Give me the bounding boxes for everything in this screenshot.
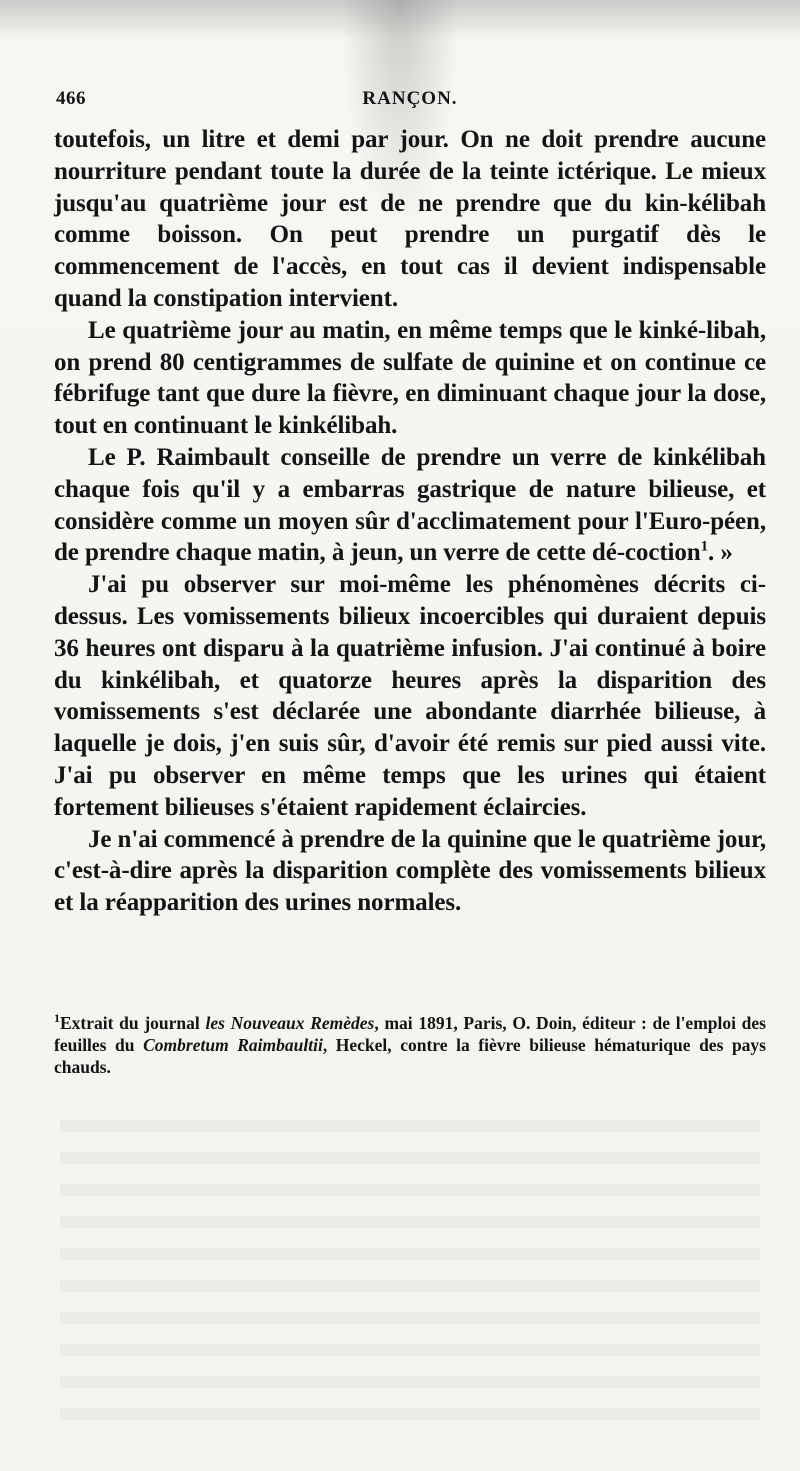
paragraph-4: J'ai pu observer sur moi-même les phénomènes décrits ci-dessus. Les vomissements bilieux incoercibles qui duraient depuis 36 heures ont disparu à la quatrième infusion. J'ai continué à boire du kinkélibah, et quatorze heures après la disparition des vomissements s'est déclarée une abondante diarrhée bilieuse, à laquelle je dois, j'en suis sûr, d'avoir été remis sur pied aussi vite. J'ai pu observer en même temps que les urines qui étaient fortement bilieuses s'étaient rapidement éclaircies. [54, 571, 766, 821]
scan-shadow [0, 0, 800, 40]
running-title: RANÇON. [362, 88, 458, 109]
paragraph-3-text: Le P. Raimbault conseille de prendre un verre de kinkélibah chaque fois qu'il y a embarras gastrique de nature bilieuse, et considère comme un moyen sûr d'acclimatement pour l'Euro-péen, de prendre chaque matin, à jeun, un verre de cette dé-coction [54, 443, 766, 567]
quote-close: . » [708, 539, 733, 567]
footnote-journal: les Nouveaux Remèdes [205, 1013, 375, 1033]
paragraph-2: Le quatrième jour au matin, en même temps que le kinké-libah, on prend 80 centigrammes de sulfate de quinine et on continue ce fébrifuge tant que dure la fièvre, en diminuant chaque jour la dose, tout en continuant le kinkélibah. [54, 316, 766, 440]
paragraph-1: toutefois, un litre et demi par jour. On ne doit prendre aucune nourriture pendant toute la durée de la teinte ictérique. Le mieux jusqu'au quatrième jour est de ne prendre que du kin-kélibah comme boisson. On peut prendre un purgatif dès le commencement de l'accès, en tout cas il devient indispensable quand la constipation intervient. [54, 126, 766, 312]
body-text [54, 124, 766, 919]
paragraph-3 [54, 442, 766, 569]
footnote [54, 1012, 766, 1078]
footnote-text-3: , Heckel, contre la fièvre bilieuse hématurique des pays chauds. [54, 1035, 766, 1077]
page-header [56, 88, 764, 112]
footnote-reference[interactable]: 1 [700, 539, 709, 556]
footnote-mark: 1 [54, 1011, 60, 1026]
page-number: 466 [56, 88, 86, 109]
footnote-text-1: Extrait du journal [60, 1013, 206, 1033]
bleed-through-text [60, 1100, 760, 1440]
footnote-text-2: , mai 1891, Paris, O. Doin, éditeur : de l'emploi des feuilles du [54, 1013, 766, 1055]
paragraph-5: Je n'ai commencé à prendre de la quinine que le quatrième jour, c'est-à-dire après la disparition complète des vomissements bilieux et la réapparition des urines normales. [54, 825, 766, 917]
footnote-species: Combretum Raimbaultii [143, 1035, 323, 1055]
